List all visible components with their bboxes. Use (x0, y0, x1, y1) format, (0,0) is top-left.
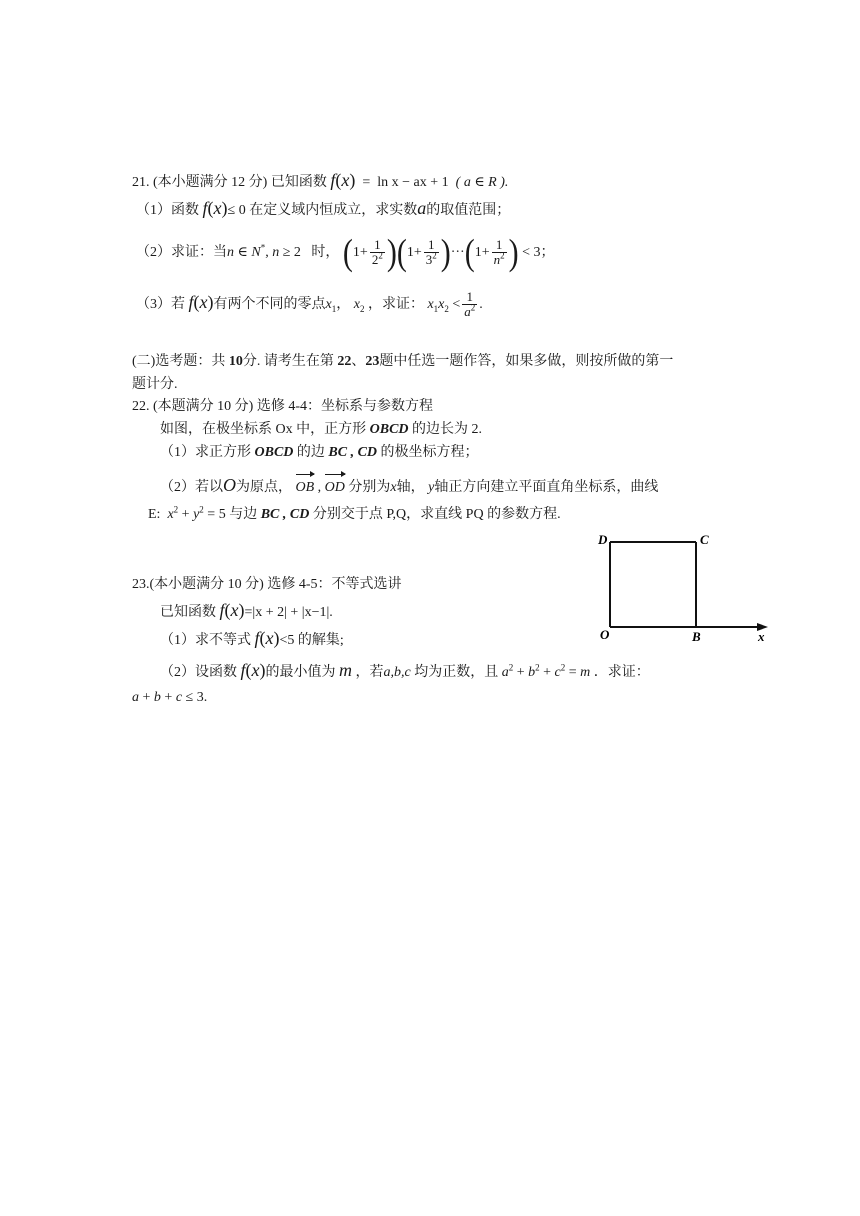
q22-intro-a: 如图，在极坐标系 Ox 中，正方形 (160, 422, 367, 437)
q22-p2-b: 为原点， (236, 480, 292, 495)
q22-p2-f: 与边 (229, 507, 258, 522)
q22-curve-label: E: (148, 507, 161, 522)
section2-score: 10 (228, 354, 243, 369)
q22-header: 22. (本题满分 10 分) 选修 4-4：坐标系与参数方程 (132, 399, 433, 414)
q22-p2-c: 分别为 (348, 480, 391, 495)
q21-p1-label: （1）函数 (136, 203, 199, 218)
label-B: B (692, 629, 701, 644)
q22-p2-edges: BC , CD (260, 507, 310, 522)
q22-intro-b: 的边长为 2. (412, 422, 483, 437)
q21-p2-label: （2）求证：当 (136, 245, 227, 260)
q22-p2-e: 轴正方向建立平面直角坐标系，曲线 (434, 480, 659, 495)
q21-p2-end: < 3； (522, 245, 555, 260)
q21-line-header: 21. (本小题满分 12 分) 已知函数 f(x) = ln x − ax + 1 ( a ∈ R ). (132, 170, 509, 190)
section2-line2: 题计分. (132, 377, 178, 392)
q22-part2-line2: E: $x^2 + y^2 = 5$ 与边 BC , CD 分别交于点 P,Q，求直线 PQ 的参数方程. (148, 504, 561, 522)
section2-text-c: 题中任选一题作答，如果多做，则按所做的第一 (379, 354, 674, 369)
square-figure (596, 528, 776, 646)
q21-p3-text: 有两个不同的零点 (213, 297, 326, 312)
q22-p2-d: 轴， (396, 480, 425, 495)
q23-header: 23.(本小题满分 10 分) 选修 4-5：不等式选讲 (132, 577, 402, 592)
section2-line1 (132, 352, 673, 372)
q23-intro-a: 已知函数 (160, 605, 216, 620)
section2-text-b: 分. 请考生在第 (242, 354, 334, 369)
q22-p2-g: 分别交于点 P,Q，求直线 PQ 的参数方程. (312, 507, 561, 522)
q23-p1-a: （1）求不等式 (160, 633, 251, 648)
q21-header: 21. (本小题满分 12 分) (132, 175, 268, 190)
q23-p1-b: <5 的解集; (279, 633, 344, 648)
q21-part1: （1）函数 f(x)≤ 0 在定义域内恒成立，求实数a的取值范围； (136, 198, 511, 218)
q21-fx: f (330, 170, 336, 190)
q23-last: . (203, 690, 208, 705)
q21-func-def: ln x − ax + 1 (377, 175, 449, 190)
q23-p2-b: 的最小值为 (265, 665, 336, 680)
q23-p2-e: ．求证： (593, 665, 650, 680)
q21-p2-mid: 时， (311, 245, 340, 260)
q21-p1-tail: 的取值范围； (426, 203, 511, 218)
label-D: D (598, 532, 608, 547)
q23-p2-abc: a,b,c (383, 665, 411, 680)
q21-p3-label: （3）若 (136, 297, 185, 312)
q22-p1-square: OBCD (254, 445, 294, 460)
q23-p2-c: ，若 (355, 665, 384, 680)
q21-cond: ( a ∈ R ). (455, 175, 509, 190)
q23-p2-a: （2）设函数 (160, 665, 237, 680)
q22-part1 (160, 443, 479, 463)
q21-part3: （3）若 f(x)有两个不同的零点$x_1$， $x_2$ ，求证： $x_1x_2$ < $\frac{1}{a^2}$ . (136, 289, 483, 320)
q22-p2-O: O (223, 475, 236, 495)
q21-p1-text: 在定义域内恒成立，求实数 (249, 203, 418, 218)
q21-intro: 已知函数 (270, 175, 327, 190)
q22-p1-edges: BC , CD (328, 445, 378, 460)
section2-q22: 22 (337, 354, 352, 369)
q23-intro-b: =|x + 2| + |x−1|. (244, 605, 333, 620)
q22-part2-line1: （2）若以O为原点， OB , OD 分别为x轴， y轴正方向建立平面直角坐标系，曲线 (160, 474, 658, 498)
label-x: x (758, 629, 765, 644)
label-C: C (700, 532, 709, 547)
vector-ob: OB (296, 474, 315, 498)
label-O: O (600, 627, 610, 642)
q22-p2-y: y (428, 480, 435, 495)
q23-p2-m: m (339, 660, 353, 680)
q22-p1-c: 的极坐标方程； (380, 445, 479, 460)
q22-p2-x: x (390, 480, 397, 495)
section2-q23: 23 (365, 354, 380, 369)
q21-p3-proof: ，求证： (367, 297, 424, 312)
section2-sep: 、 (351, 354, 366, 369)
vector-od: OD (325, 474, 345, 498)
q22-p2-a: （2）若以 (160, 480, 223, 495)
section2-text-a: (二)选考题：共 (132, 354, 226, 369)
q21-part2: （2）求证：当n ∈ N*, n ≥ 2 时， (1+ $\frac{1}{2^2}$ )(1+ $\frac{1}{3^2}$ )···(1+ $\frac{1}{n^2}$ ) < 3； (136, 231, 555, 273)
q22-p1-b: 的边 (296, 445, 325, 460)
q22-p1-a: （1）求正方形 (160, 445, 251, 460)
q22-intro (160, 420, 482, 440)
q23-intro: 已知函数 f(x)=|x + 2| + |x−1|. (160, 600, 333, 620)
q23-conclusion: a + b + c ≤ 3. (132, 690, 208, 705)
q23-p2-d: 均为正数，且 (414, 665, 499, 680)
q23-part1: （1）求不等式 f(x)<5 的解集; (160, 628, 344, 648)
q22-square: OBCD (369, 422, 409, 437)
q23-part2: （2）设函数 f(x)的最小值为 m ，若a,b,c 均为正数，且 $a^2 + b^2 + c^2 = m$ ．求证： (160, 660, 650, 680)
